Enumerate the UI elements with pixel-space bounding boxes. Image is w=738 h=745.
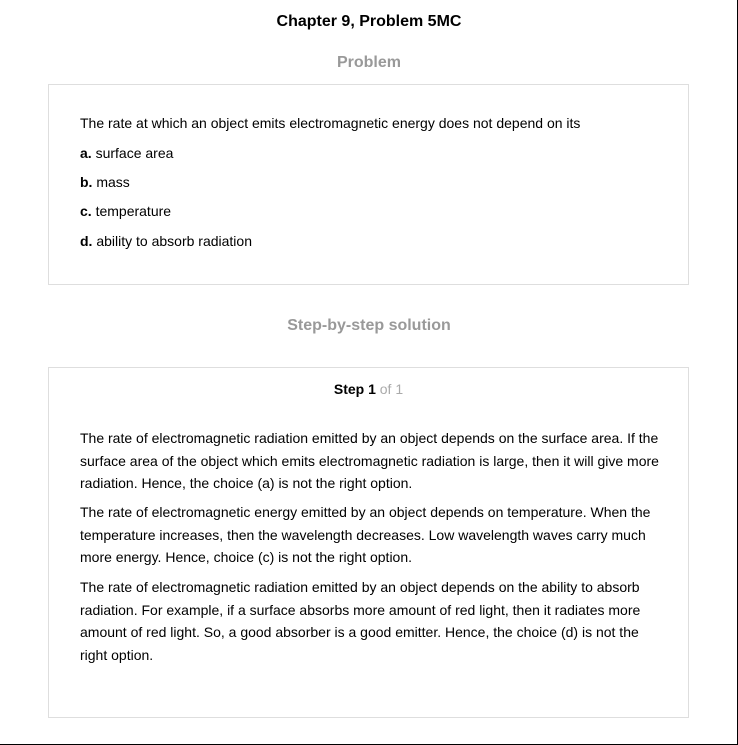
option-a-text: surface area — [95, 145, 174, 161]
step-count: of 1 — [379, 381, 404, 397]
option-a-letter: a. — [80, 145, 92, 161]
option-d — [80, 232, 252, 250]
option-b — [80, 173, 130, 191]
solution-card — [48, 367, 689, 718]
option-c-text: temperature — [95, 203, 172, 219]
option-d-text: ability to absorb radiation — [96, 233, 252, 249]
page-title: Chapter 9, Problem 5MC — [276, 13, 462, 30]
solution-section-title: Step-by-step solution — [287, 317, 451, 334]
step-header — [49, 380, 688, 398]
option-c-letter: c. — [80, 203, 92, 219]
solution-paragraph-1: The rate of electromagnetic radiation emitted by an object depends on the surface area. If the surface area of the object which emits electromagnetic radiation is large, then it will give more radiation. Hence, the choice (a) is not the right option. — [80, 430, 659, 491]
option-a — [80, 144, 173, 162]
solution-paragraph-3: The rate of electromagnetic radiation emitted by an object depends on the ability to absorb radiation. For example, if a surface absorbs more amount of red light, then it radiates more amount of red light. So, a good absorber is a good emitter. Hence, the choice (d) is not the right option. — [80, 579, 641, 663]
option-d-letter: d. — [80, 233, 93, 249]
problem-question: The rate at which an object emits electromagnetic energy does not depend on its — [80, 115, 581, 131]
option-c — [80, 202, 171, 220]
problem-section-title: Problem — [336, 54, 401, 71]
option-b-text: mass — [96, 174, 130, 190]
option-b-letter: b. — [80, 174, 93, 190]
solution-paragraph-2: The rate of electromagnetic energy emitted by an object depends on temperature. When the temperature increases, then the wavelength decreases. Low wavelength waves carry much more energy. Hence, choice (c) is not the right option. — [80, 504, 651, 565]
problem-card — [48, 84, 689, 285]
step-label: Step 1 — [333, 381, 376, 397]
